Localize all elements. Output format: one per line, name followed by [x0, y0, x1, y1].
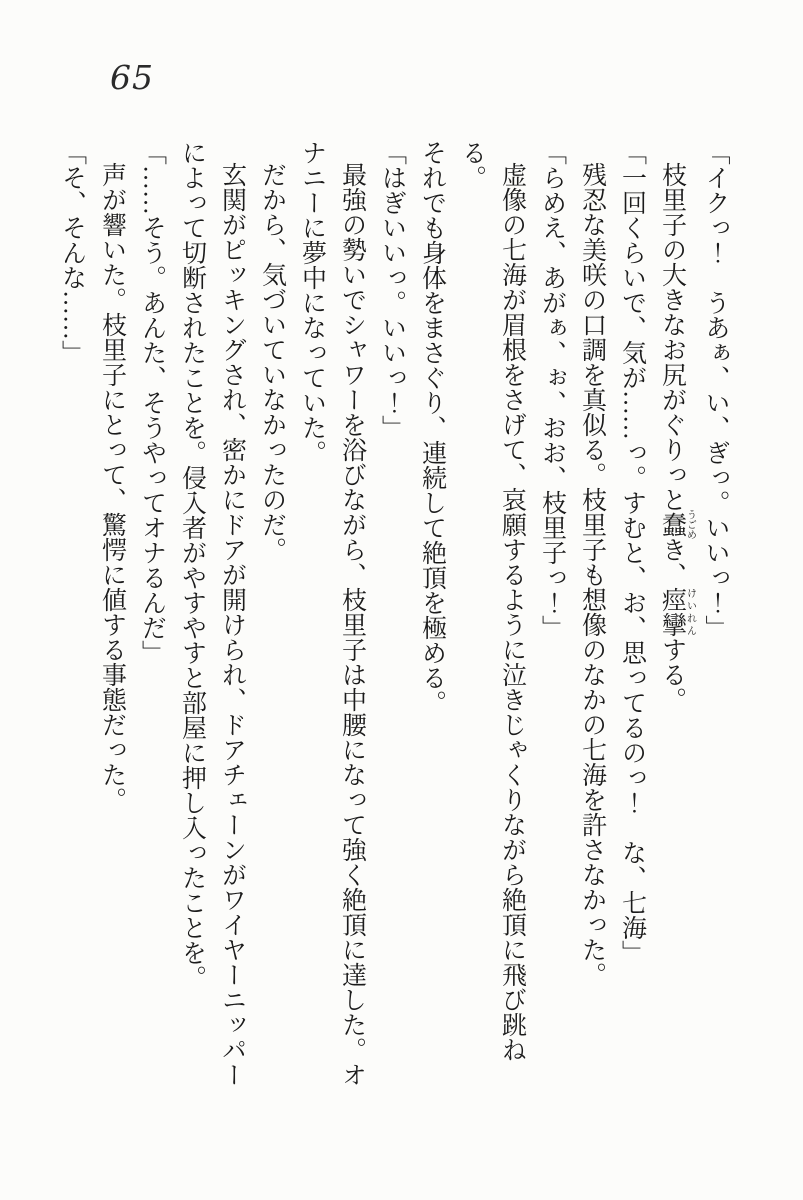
text-line: それでも身体をまさぐり、連続して絶頂を極める。 [418, 140, 446, 715]
text-line: 枝里子の大きなお尻がぐりっと蠢 うごめき、痙攣 けいれんする。 [658, 162, 696, 712]
text-line: 「イクっ！ うあぁ、い、ぎっ。いいっ！」 [702, 140, 729, 640]
ruby-annotated-text: 痙攣 けいれん [658, 587, 696, 637]
text-line: 「……そう。あんた、そうやってオナるんだ」 [138, 140, 166, 665]
text-line: 「一回くらいで、気が……っ。すむと、お、思ってるのっ！ な、七海」 [618, 140, 646, 965]
page-number: 65 [110, 58, 154, 97]
text-line: だから、気づいていなかったのだ。 [258, 162, 286, 562]
text-block [52, 140, 736, 1090]
text-line: によって切断されたことを。侵入者がやすやすと部屋に押し入ったことを。 [178, 140, 206, 990]
text-line: 最強の勢いでシャワーを浴びながら、枝里子は中腰になって強く絶頂に達した。オ [338, 162, 366, 1087]
text-line: ナニーに夢中になっていた。 [298, 140, 326, 465]
text-line: 「らめえ、あがぁ、ぉ、おお、枝里子っ！」 [538, 140, 566, 640]
text-line: 「はぎいいっ。いいっ！」 [378, 140, 406, 440]
ruby-annotated-text: 蠢 うごめ [658, 509, 696, 540]
text-line: 虚像の七海が眉根をさげて、哀願するように泣きじゃくりながら絶頂に飛び跳ねる。 [458, 140, 526, 1062]
text-line: 残忍な美咲の口調を真似る。枝里子も想像のなかの七海を許さなかった。 [578, 162, 606, 987]
text-line: 「そ、そんな……」 [58, 140, 86, 365]
text-line: 玄関がピッキングされ、密かにドアが開けられ、ドアチェーンがワイヤーニッパー [218, 162, 246, 1087]
text-line: 声が響いた。枝里子にとって、驚愕に値する事態だった。 [98, 162, 126, 812]
